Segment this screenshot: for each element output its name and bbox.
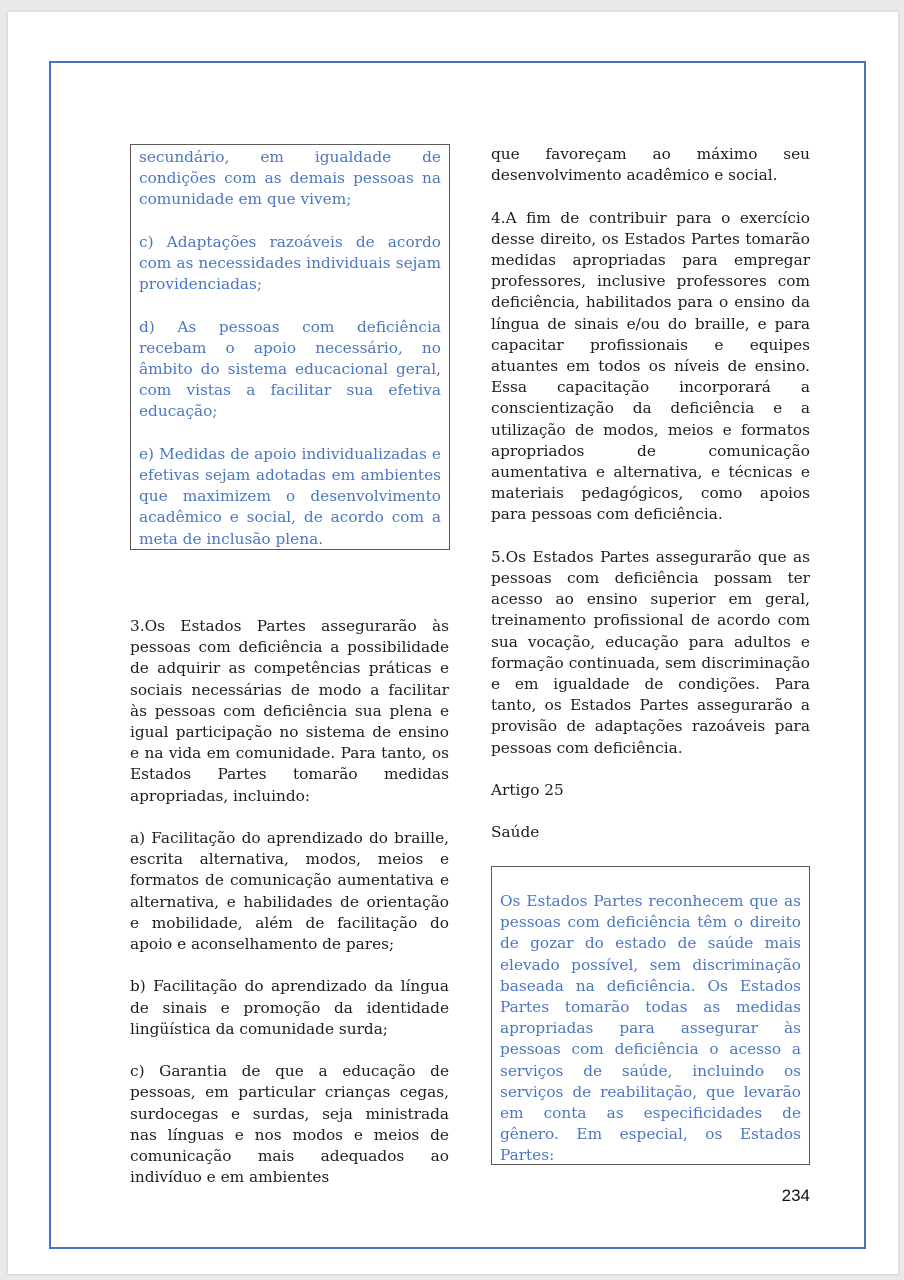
paragraph: 4.A fim de contribuir para o exercício desse direito, os Estados Partes tomarão medidas apropriadas para empregar professores, inclusive professores com deficiência, habilitados para o ensino da língua de sinais e/ou do braille, e para capacitar profissionais e equipes atuantes em todos os níveis de ensino. Essa capacitação incorporará a conscientização da deficiência e a utilização de modos, meios e formatos apropriados de comunicação aumentativa e alternativa, e técnicas e materiais pedagógicos, como apoios para pessoas com deficiência. — [491, 208, 810, 524]
highlight-box-health — [491, 866, 810, 1165]
paragraph: Os Estados Partes reconhecem que as pessoas com deficiência têm o direito de gozar do estado de saúde mais elevado possível, sem discriminação baseada na deficiência. Os Estados Partes tomarão todas as medidas apropriadas para assegurar às pessoas com deficiência o acesso a serviços de saúde, incluindo os serviços de reabilitação, que levarão em conta as especificidades de gênero. Em especial, os Estados Partes: — [500, 892, 801, 1165]
paragraph: a) Facilitação do aprendizado do braille, escrita alternativa, modos, meios e formatos de comunicação aumentativa e alternativa, e habilidades de orientação e mobilidade, além de facilitação do apoio e aconselhamento de pares; — [130, 829, 449, 954]
paragraph: c) Adaptações razoáveis de acordo com as necessidades individuais sejam providenciadas; — [139, 232, 441, 294]
paragraph: 3.Os Estados Partes assegurarão às pessoas com deficiência a possibilidade de adquirir as competências práticas e sociais necessárias de modo a facilitar às pessoas com deficiência sua plena e igual participação no sistema de ensino e na vida em comunidade. Para tanto, os Estados Partes tomarão medidas apropriadas, incluindo: — [130, 617, 449, 805]
paragraph: b) Facilitação do aprendizado da língua de sinais e promoção da identidade lingüística da comunidade surda; — [130, 977, 449, 1038]
paragraph: c) Garantia de que a educação de pessoas, em particular crianças cegas, surdocegas e surdas, seja ministrada nas línguas e nos modos e meios de comunicação mais adequados ao indivíduo e em ambientes — [130, 1062, 449, 1187]
article-heading: Artigo 25 — [491, 781, 564, 800]
paragraph: que favoreçam ao máximo seu desenvolvimento acadêmico e social. — [491, 145, 810, 185]
paragraph: e) Medidas de apoio individualizadas e efetivas sejam adotadas em ambientes que maximizem o desenvolvimento acadêmico e social, de acordo com a meta de inclusão plena. — [139, 444, 441, 548]
highlight-box-education — [130, 144, 450, 550]
document-page — [8, 12, 898, 1274]
paragraph: d) As pessoas com deficiência recebam o apoio necessário, no âmbito do sistema educacional geral, com vistas a facilitar sua efetiva educação; — [139, 317, 441, 421]
left-column-text — [130, 616, 449, 1188]
highlight-box-education-text — [139, 147, 441, 550]
page-number: 234 — [781, 1186, 810, 1205]
article-subheading: Saúde — [491, 823, 540, 842]
right-column-text — [491, 144, 810, 844]
paragraph: secundário, em igualdade de condições com as demais pessoas na comunidade em que vivem; — [139, 148, 441, 209]
paragraph: 5.Os Estados Partes assegurarão que as pessoas com deficiência possam ter acesso ao ensino superior em geral, treinamento profissional de acordo com sua vocação, educação para adultos e formação continuada, sem discriminação e em igualdade de condições. Para tanto, os Estados Partes assegurarão a provisão de adaptações razoáveis para pessoas com deficiência. — [491, 547, 810, 757]
highlight-box-health-text — [500, 891, 801, 1167]
